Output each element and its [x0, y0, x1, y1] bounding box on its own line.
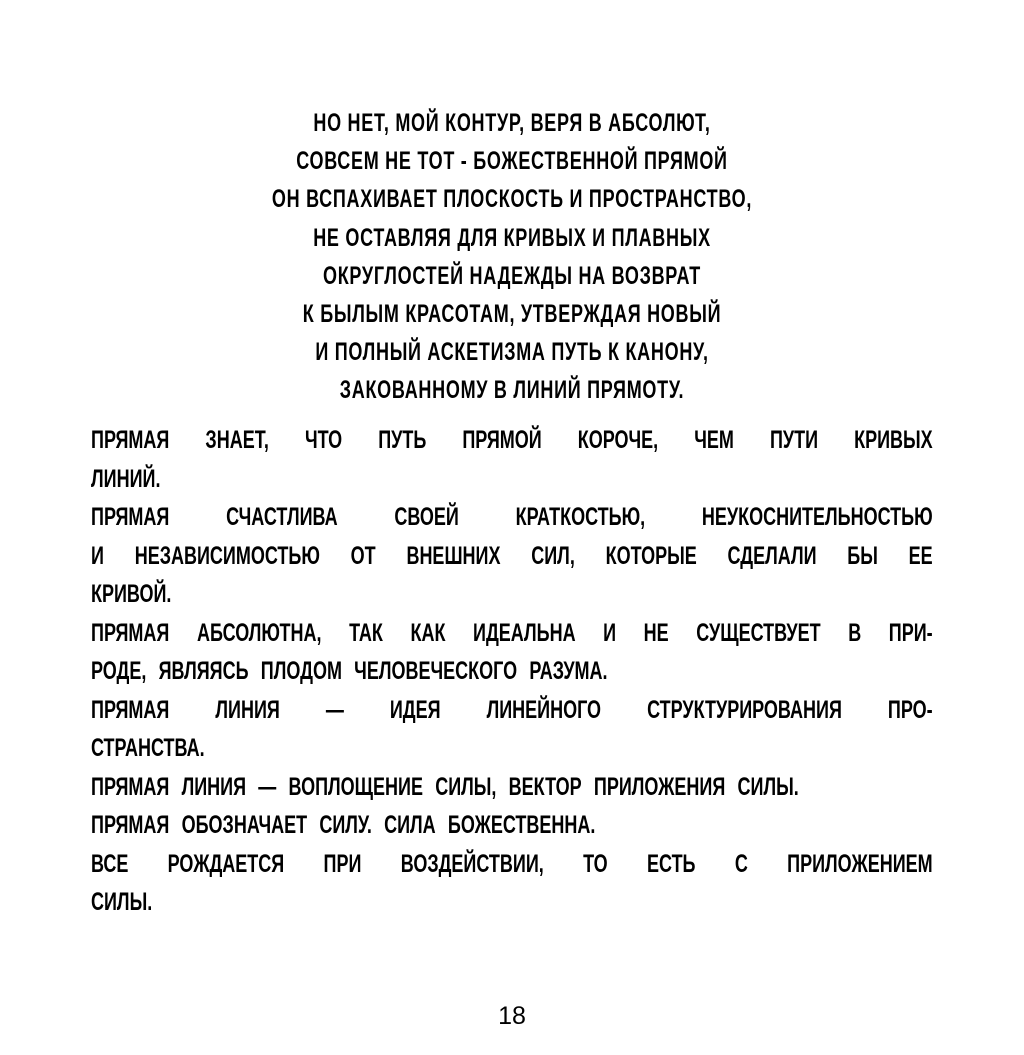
paragraph-line: ПРЯМАЯ ЛИНИЯ — ИДЕЯ ЛИНЕЙНОГО СТРУКТУРИРОВАНИЯ ПРО- — [91, 695, 933, 724]
paragraph — [91, 614, 933, 691]
page-number: 18 — [498, 1002, 526, 1030]
paragraph-line: СИЛЫ. — [91, 888, 153, 916]
paragraph-line: ПРЯМАЯ ЗНАЕТ, ЧТО ПУТЬ ПРЯМОЙ КОРОЧЕ, ЧЕМ ПУТИ КРИВЫХ — [91, 426, 933, 454]
poem-line: ОН ВСПАХИВАЕТ ПЛОСКОСТЬ И ПРОСТРАНСТВО, — [271, 185, 753, 214]
paragraph-line: РОДЕ, ЯВЛЯЯСЬ ПЛОДОМ ЧЕЛОВЕЧЕСКОГО РАЗУМА. — [91, 657, 608, 685]
paragraph-line: КРИВОЙ. — [91, 580, 172, 608]
poem-line: К БЫЛЫМ КРАСОТАМ, УТВЕРЖДАЯ НОВЫЙ — [302, 299, 722, 328]
paragraph-line: ВСЕ РОЖДАЕТСЯ ПРИ ВОЗДЕЙСТВИИ, ТО ЕСТЬ С ПРИЛОЖЕНИЕМ — [91, 849, 933, 878]
poem-line: СОВСЕМ НЕ ТОТ - БОЖЕСТВЕННОЙ ПРЯМОЙ — [296, 147, 728, 176]
paragraph-line: ПРЯМАЯ ОБОЗНАЧАЕТ СИЛУ. СИЛА БОЖЕСТВЕННА. — [91, 811, 596, 839]
paragraph-line: ЛИНИЙ. — [91, 464, 161, 493]
paragraph — [91, 768, 933, 807]
poem-line: НО НЕТ, МОЙ КОНТУР, ВЕРЯ В АБСОЛЮТ, — [313, 109, 711, 137]
paragraph-line: ПРЯМАЯ ЛИНИЯ — ВОПЛОЩЕНИЕ СИЛЫ, ВЕКТОР ПРИЛОЖЕНИЯ СИЛЫ. — [91, 772, 799, 801]
paragraph-line: И НЕЗАВИСИМОСТЬЮ ОТ ВНЕШНИХ СИЛ, КОТОРЫЕ СДЕЛАЛИ БЫ ЕЕ — [91, 541, 933, 570]
paragraph-line: ПРЯМАЯ АБСОЛЮТНА, ТАК КАК ИДЕАЛЬНА И НЕ СУЩЕСТВУЕТ В ПРИ- — [91, 618, 933, 647]
prose-body — [91, 421, 933, 922]
poem-stanza — [0, 104, 1024, 410]
poem-line: И ПОЛНЫЙ АСКЕТИЗМА ПУТЬ К КАНОНУ, — [315, 338, 709, 367]
paragraph-line: ПРЯМАЯ СЧАСТЛИВА СВОЕЙ КРАТКОСТЬЮ, НЕУКОСНИТЕЛЬНОСТЬЮ — [91, 503, 933, 531]
paragraph — [91, 806, 933, 845]
paragraph — [91, 845, 933, 922]
paragraph — [91, 421, 933, 498]
poem-line: ОКРУГЛОСТЕЙ НАДЕЖДЫ НА ВОЗВРАТ — [323, 261, 701, 290]
paragraph-line: СТРАНСТВА. — [91, 734, 205, 762]
paragraph — [91, 498, 933, 614]
poem-line: ЗАКОВАННОМУ В ЛИНИЙ ПРЯМОТУ. — [339, 376, 685, 405]
paragraph — [91, 691, 933, 768]
poem-line: НЕ ОСТАВЛЯЯ ДЛЯ КРИВЫХ И ПЛАВНЫХ — [313, 223, 711, 252]
